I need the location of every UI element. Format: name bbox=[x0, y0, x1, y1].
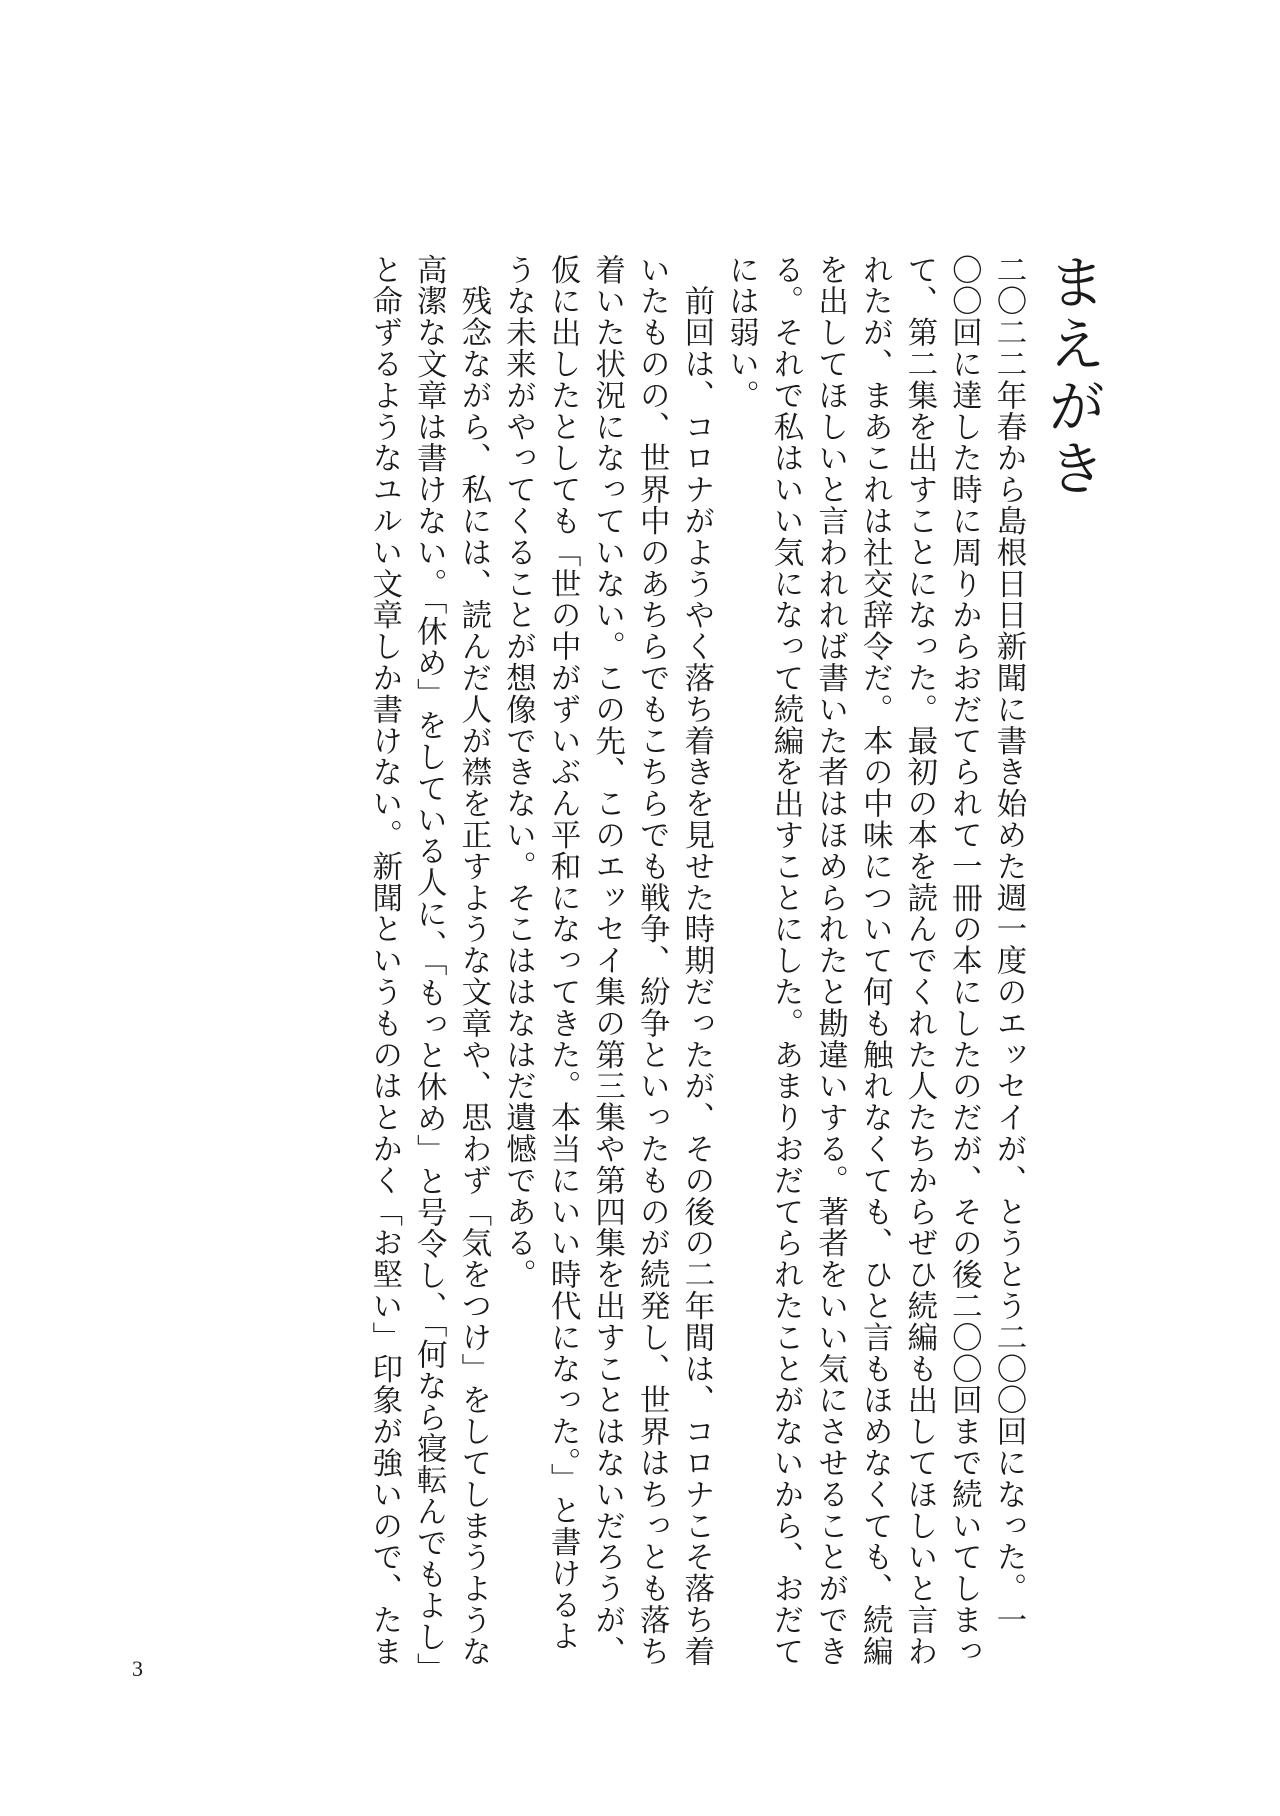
text-line: と命ずるようなユルい文章しか書けない。新聞というものはとかく「お堅い」印象が強いので、たま bbox=[366, 254, 402, 1667]
text-line: れたが、まあこれは社交辞令だ。本の中味について何も触れなくても、ひと言もほめなくても、続編 bbox=[857, 254, 893, 1667]
text-line: いたものの、世界中のあちらでもこちらでも戦争、紛争といったものが続発し、世界はちっとも落ち bbox=[634, 254, 670, 1667]
text-line: 〇〇回に達した時に周りからおだてられて一冊の本にしたのだが、その後二〇〇回まで続いてしまっ bbox=[946, 254, 982, 1667]
text-line: うな未来がやってくることが想像できない。そこははなはだ遺憾である。 bbox=[500, 254, 536, 1291]
chapter-title: まえがき bbox=[1038, 252, 1106, 500]
text-line: る。それで私はいい気になって続編を出すことにした。あまりおだてられたことがないから、おだて bbox=[768, 254, 804, 1667]
text-line: 仮に出したとしても「世の中がずいぶん平和になってきた。本当にいい時代になった。」と書けるよ bbox=[545, 254, 581, 1652]
text-line: には弱い。 bbox=[723, 254, 759, 411]
text-line: 二〇二二年春から島根日日新聞に書き始めた週一度のエッセイが、とうとう二〇〇回になった。一 bbox=[991, 254, 1026, 1636]
text-line: て、第二集を出すことになった。最初の本を読んでくれた人たちからぜひ続編も出してほしいと言わ bbox=[901, 254, 937, 1667]
text-line: 残念ながら、私には、読んだ人が襟を正すような文章や、思わず「気をつけ」をしてしまうような bbox=[455, 254, 491, 1667]
text-line: を出してほしいと言われれば書いた者はほめられたと勘違いする。著者をいい気にさせることができ bbox=[812, 254, 848, 1667]
body-text bbox=[130, 254, 1030, 1685]
text-line: 着いた状況になっていない。この先、このエッセイ集の第三集や第四集を出すことはないだろうが、 bbox=[589, 254, 625, 1667]
text-line: 高潔な文章は書けない。「休め」をしている人に、「もっと休め」と号令し、「何なら寝転んでもよし」 bbox=[411, 254, 447, 1685]
page-number: 3 bbox=[132, 1656, 143, 1681]
text-line: 前回は、コロナがようやく落ち着きを見せた時期だったが、その後の二年間は、コロナこそ落ち着 bbox=[678, 254, 714, 1667]
